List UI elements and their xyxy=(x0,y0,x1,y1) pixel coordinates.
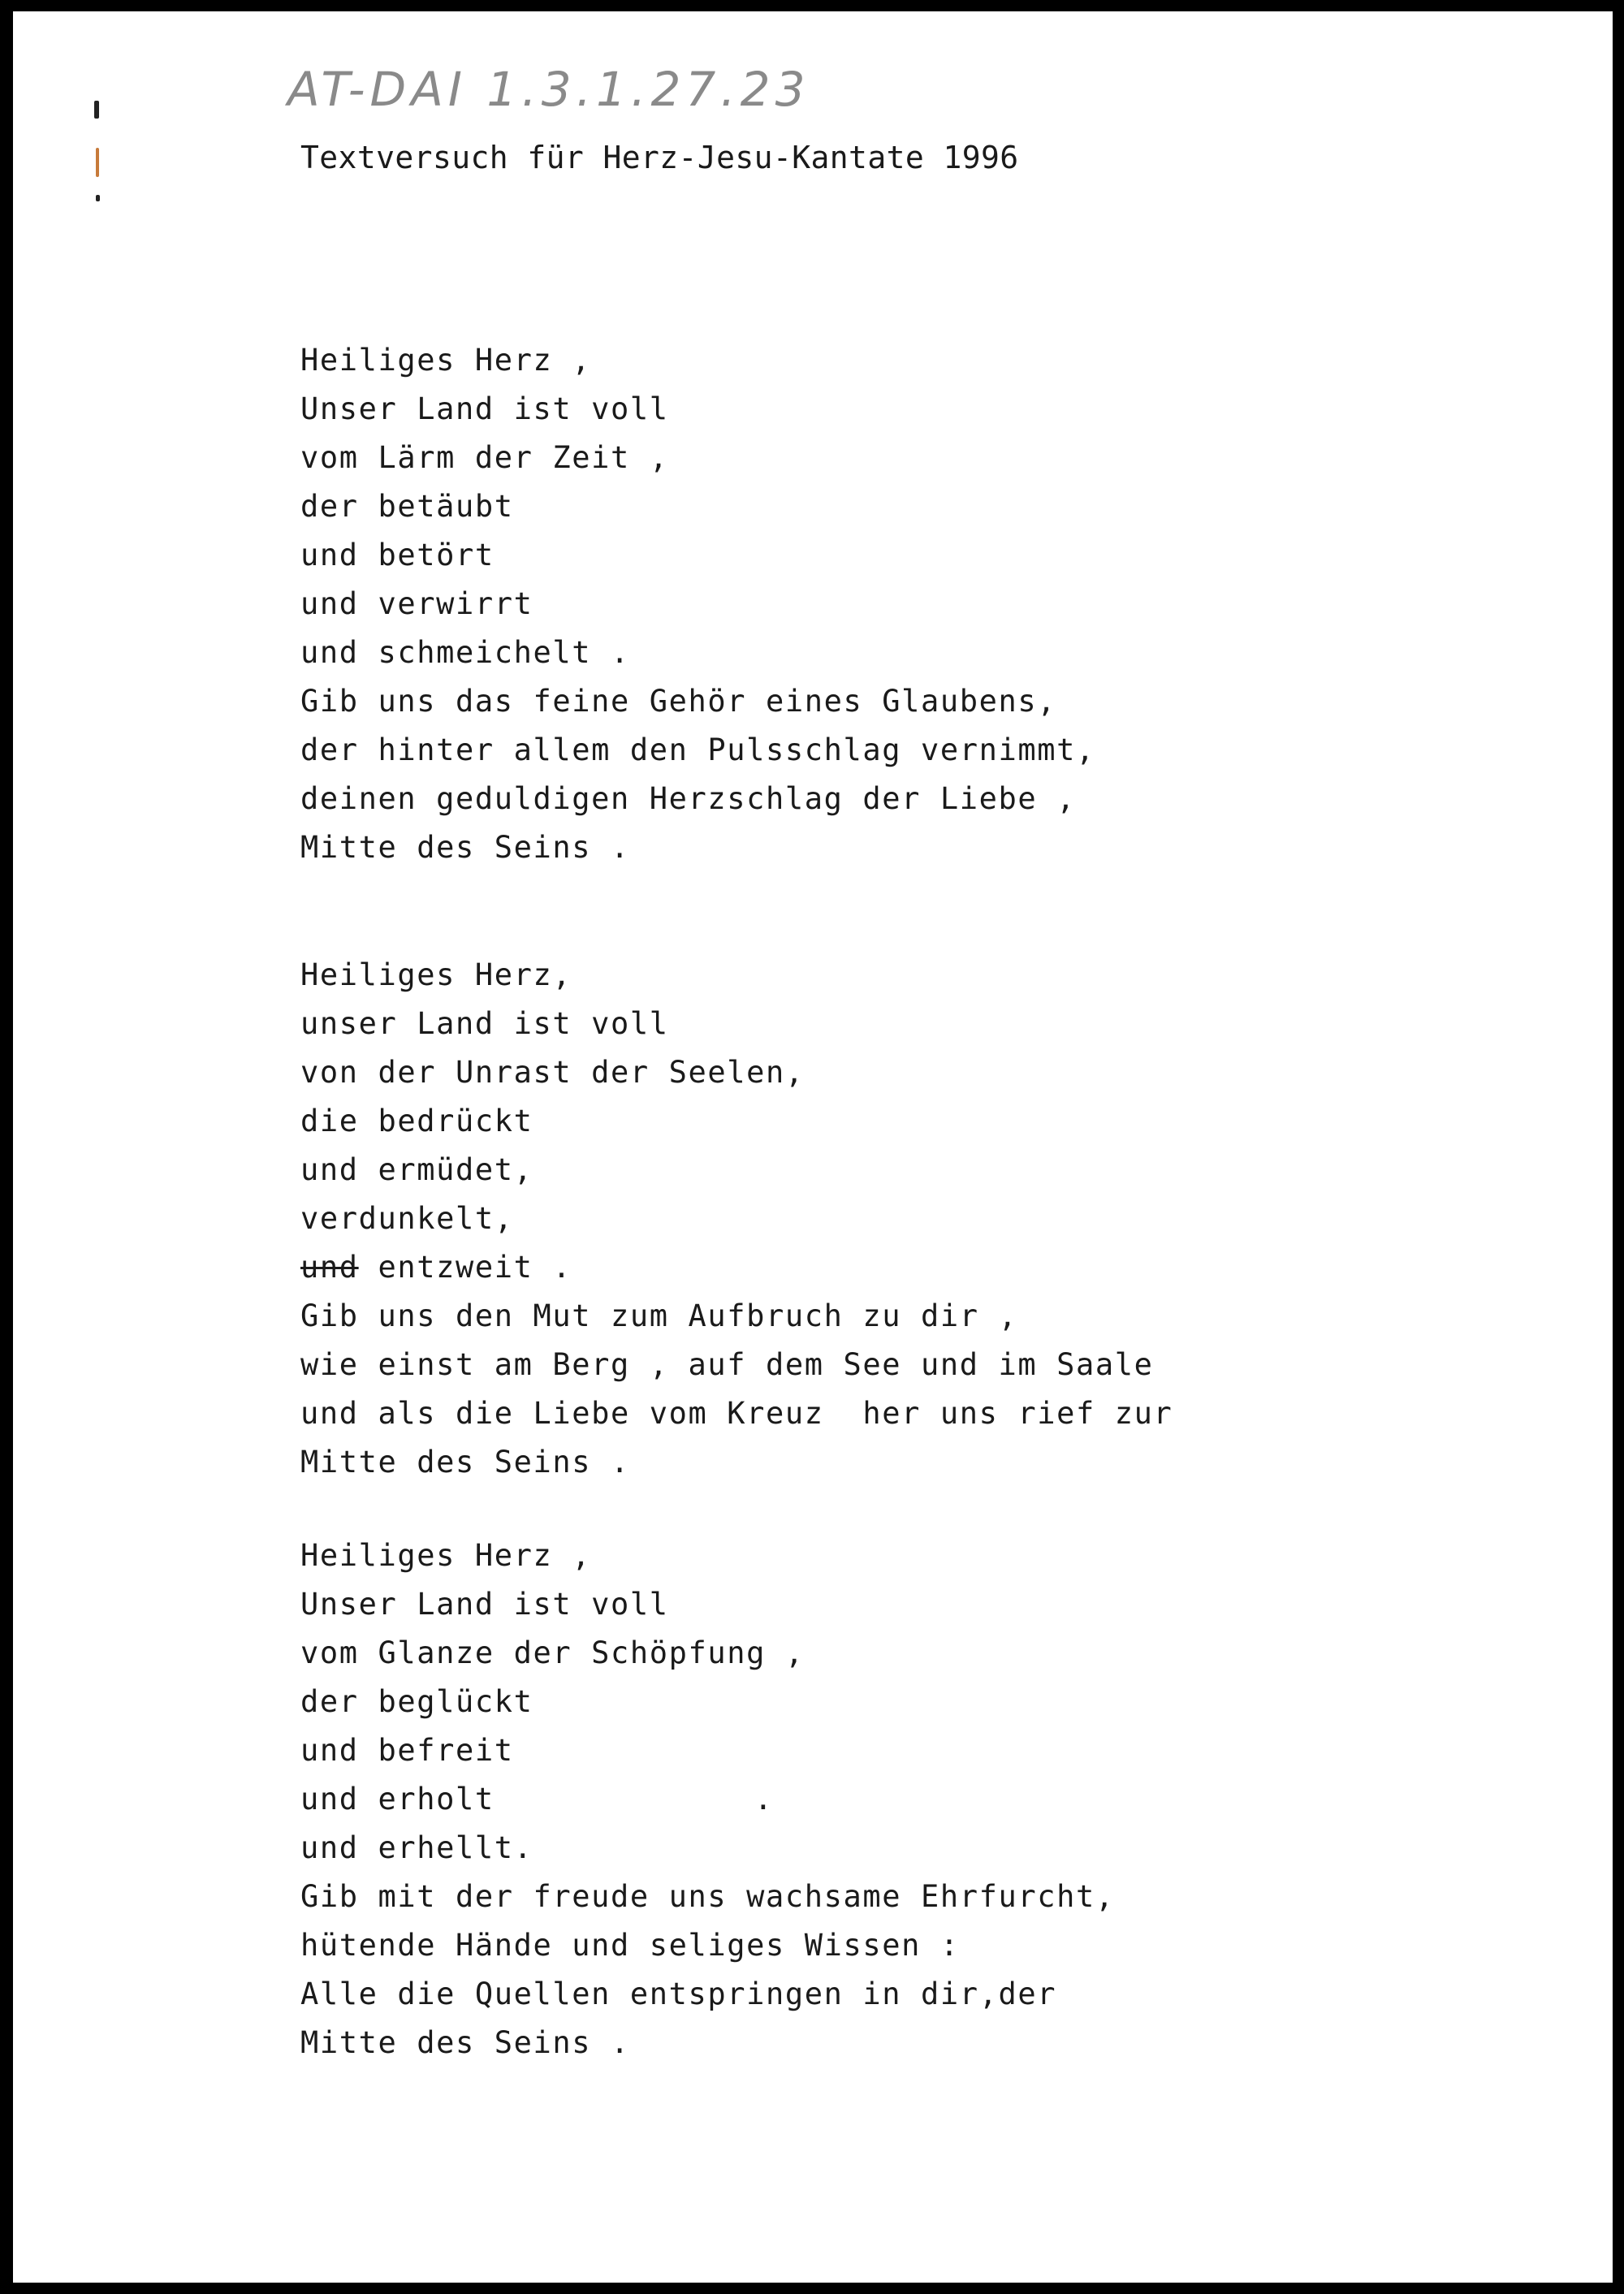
stanza-2 xyxy=(300,951,1173,1487)
verse-line: Alle die Quellen entspringen in dir,der xyxy=(300,1976,1057,2011)
stray-period: . xyxy=(754,1782,774,1817)
verse-line: und befreit xyxy=(300,1733,514,1768)
verse-line: Heiliges Herz , xyxy=(300,343,592,378)
verse-line: Heiliges Herz, xyxy=(300,957,572,992)
verse-line: der hinter allem den Pulsschlag vernimmt, xyxy=(300,732,1095,767)
verse-line: Unser Land ist voll xyxy=(300,391,669,426)
verse-line: und schmeichelt . xyxy=(300,635,630,670)
verse-line xyxy=(300,1243,1173,1292)
margin-mark xyxy=(96,195,100,201)
verse-line: die bedrückt xyxy=(300,1104,533,1138)
verse-line: unser Land ist voll xyxy=(300,1006,669,1041)
verse-line: verdunkelt, xyxy=(300,1201,514,1236)
verse-line xyxy=(300,1775,1115,1824)
verse-line: und verwirrt xyxy=(300,586,533,621)
verse-line: Mitte des Seins . xyxy=(300,830,630,865)
margin-mark xyxy=(94,101,99,119)
verse-line: und erhellt. xyxy=(300,1830,533,1865)
verse-line: Unser Land ist voll xyxy=(300,1587,669,1622)
document-title: Textversuch für Herz-Jesu-Kantate 1996 xyxy=(300,140,1019,175)
verse-line: deinen geduldigen Herzschlag der Liebe , xyxy=(300,781,1077,816)
verse-line: Heiliges Herz , xyxy=(300,1538,592,1573)
verse-line: der betäubt xyxy=(300,489,514,524)
verse-line: von der Unrast der Seelen, xyxy=(300,1055,805,1090)
verse-line: Gib mit der freude uns wachsame Ehrfurcht, xyxy=(300,1879,1115,1914)
verse-line: Mitte des Seins . xyxy=(300,2025,630,2060)
margin-mark xyxy=(96,148,99,177)
verse-line: vom Lärm der Zeit , xyxy=(300,440,669,475)
verse-line: Mitte des Seins . xyxy=(300,1445,630,1480)
verse-line: und ermüdet, xyxy=(300,1152,533,1187)
verse-line: und betört xyxy=(300,538,495,572)
verse-line: wie einst am Berg , auf dem See und im Saale xyxy=(300,1347,1154,1382)
verse-line: und als die Liebe vom Kreuz her uns rief zur xyxy=(300,1396,1173,1431)
stanza-1 xyxy=(300,336,1095,872)
verse-text: entzweit . xyxy=(378,1250,572,1285)
document-page xyxy=(13,11,1613,2283)
verse-line: Gib uns das feine Gehör eines Glaubens, xyxy=(300,684,1057,719)
verse-line: der beglückt xyxy=(300,1684,533,1719)
struck-word: und xyxy=(300,1250,359,1285)
stanza-3 xyxy=(300,1531,1115,2067)
verse-line: hütende Hände und seliges Wissen : xyxy=(300,1928,960,1963)
verse-line: Gib uns den Mut zum Aufbruch zu dir , xyxy=(300,1298,1018,1333)
verse-text: und erholt xyxy=(300,1782,495,1817)
verse-line: vom Glanze der Schöpfung , xyxy=(300,1635,805,1670)
archive-reference-handwritten: AT-DAI 1.3.1.27.23 xyxy=(287,62,810,117)
